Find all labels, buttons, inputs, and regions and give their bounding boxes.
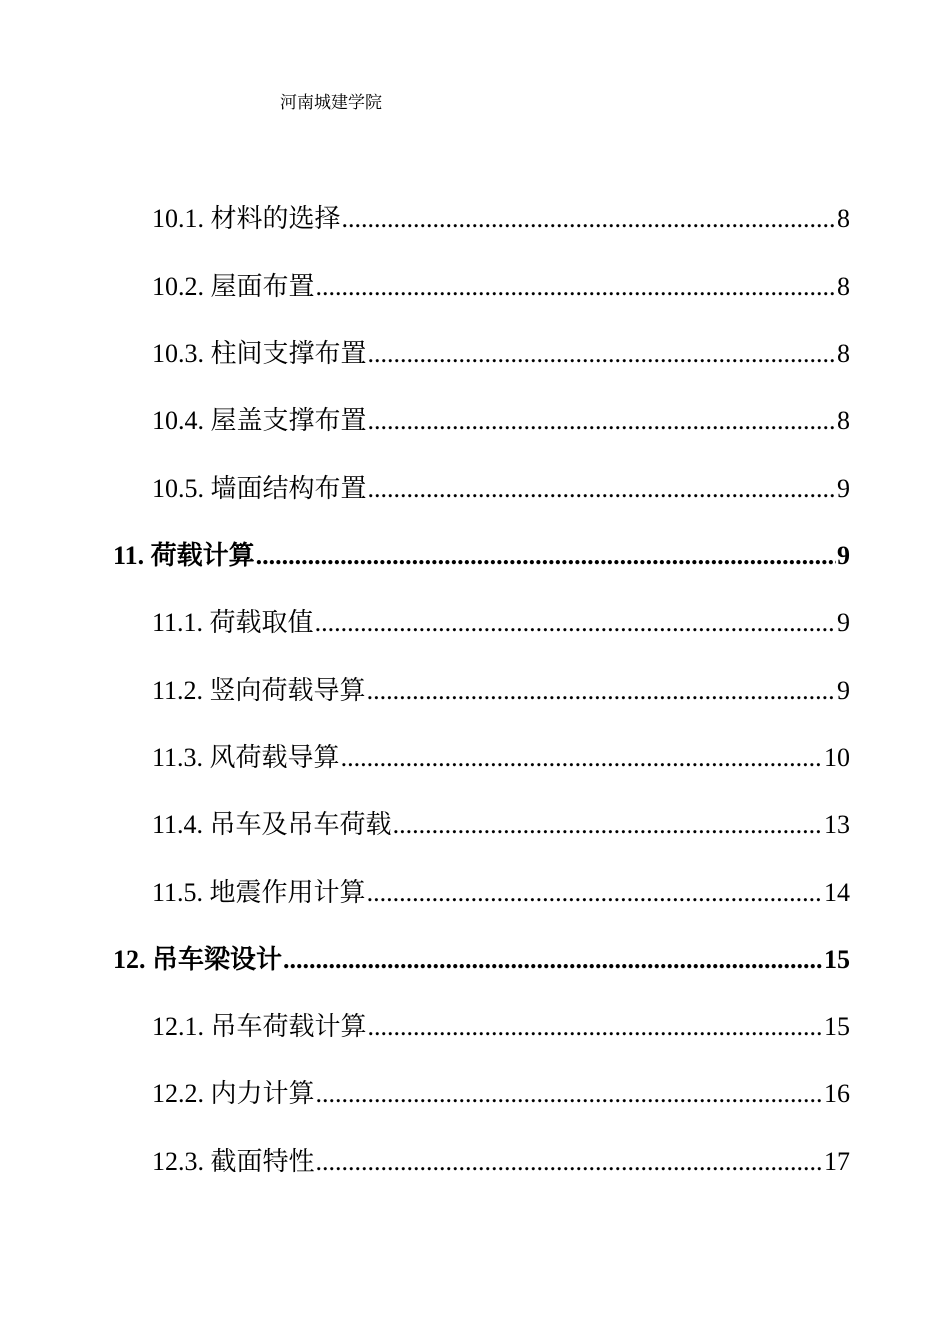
toc-entry-title: 吊车梁设计	[152, 945, 283, 974]
toc-entry-number: 12.3.	[152, 1147, 204, 1176]
toc-dot-leader	[368, 337, 836, 371]
toc-entry-page: 9	[837, 608, 850, 637]
toc-entry-title: 内力计算	[210, 1079, 315, 1108]
toc-entry-10-4[interactable]	[152, 404, 850, 438]
toc-entry-number: 12.1.	[152, 1012, 204, 1041]
toc-entry-page: 8	[837, 406, 850, 435]
toc-entry-title: 材料的选择	[210, 204, 341, 233]
toc-entry-10-5[interactable]	[152, 472, 850, 506]
toc-entry-number: 11.	[113, 541, 145, 570]
toc-dot-leader	[367, 876, 823, 910]
toc-entry-title: 竖向荷载导算	[209, 676, 366, 705]
toc-entry-12-3[interactable]	[152, 1145, 850, 1179]
toc-entry-11[interactable]	[113, 539, 850, 573]
toc-entry-10-1[interactable]	[152, 202, 850, 236]
toc-entry-number: 12.2.	[152, 1079, 204, 1108]
toc-entry-11-4[interactable]	[152, 808, 850, 842]
toc-entry-page: 8	[837, 339, 850, 368]
toc-entry-number: 10.5.	[152, 474, 204, 503]
toc-entry-title: 吊车及吊车荷载	[209, 810, 392, 839]
toc-entry-page: 17	[824, 1147, 850, 1176]
toc-dot-leader	[367, 674, 836, 708]
toc-entry-title: 屋面布置	[210, 272, 315, 301]
toc-dot-leader	[316, 1145, 823, 1179]
toc-entry-12-2[interactable]	[152, 1077, 850, 1111]
toc-entry-title: 地震作用计算	[209, 878, 366, 907]
toc-entry-page: 13	[824, 810, 850, 839]
toc-entry-number: 11.3.	[152, 743, 204, 772]
page-header: 河南城建学院	[280, 93, 382, 112]
toc-entry-title: 屋盖支撑布置	[210, 406, 367, 435]
toc-entry-page: 8	[837, 272, 850, 301]
toc-dot-leader	[368, 472, 836, 506]
toc-entry-11-3[interactable]	[152, 741, 850, 775]
toc-entry-page: 15	[824, 945, 850, 974]
toc-entry-page: 9	[837, 676, 850, 705]
toc-entry-number: 10.2.	[152, 272, 204, 301]
toc-entry-page: 14	[824, 878, 850, 907]
toc-dot-leader	[316, 1077, 823, 1111]
toc-entry-12[interactable]	[113, 943, 850, 977]
toc-entry-title: 荷载计算	[150, 541, 255, 570]
toc-entry-number: 11.4.	[152, 810, 204, 839]
toc-entry-11-2[interactable]	[152, 674, 850, 708]
toc-entry-page: 9	[837, 541, 850, 570]
toc-entry-10-2[interactable]	[152, 270, 850, 304]
toc-entry-number: 12.	[113, 945, 146, 974]
toc-dot-leader	[368, 404, 836, 438]
toc-dot-leader	[393, 808, 823, 842]
toc-entry-title: 截面特性	[210, 1147, 315, 1176]
toc-entry-10-3[interactable]	[152, 337, 850, 371]
toc-entry-11-5[interactable]	[152, 876, 850, 910]
toc-dot-leader	[341, 741, 823, 775]
toc-entry-title: 风荷载导算	[209, 743, 340, 772]
toc-entry-number: 11.5.	[152, 878, 204, 907]
toc-entry-title: 吊车荷载计算	[210, 1012, 367, 1041]
toc-entry-number: 10.1.	[152, 204, 204, 233]
toc-dot-leader	[368, 1010, 823, 1044]
toc-entry-title: 墙面结构布置	[210, 474, 367, 503]
toc-entry-page: 16	[824, 1079, 850, 1108]
toc-entry-11-1[interactable]	[152, 606, 850, 640]
toc-dot-leader	[342, 202, 836, 236]
toc-dot-leader	[283, 943, 823, 977]
toc-entry-page: 8	[837, 204, 850, 233]
toc-entry-12-1[interactable]	[152, 1010, 850, 1044]
toc-dot-leader	[315, 606, 836, 640]
toc-entry-number: 11.1.	[152, 608, 204, 637]
toc-entry-number: 10.3.	[152, 339, 204, 368]
toc-entry-page: 9	[837, 474, 850, 503]
toc-entry-page: 10	[824, 743, 850, 772]
toc-entry-page: 15	[824, 1012, 850, 1041]
toc-entry-number: 11.2.	[152, 676, 204, 705]
toc-entry-title: 荷载取值	[209, 608, 314, 637]
toc-entry-number: 10.4.	[152, 406, 204, 435]
toc-entry-title: 柱间支撑布置	[210, 339, 367, 368]
toc-dot-leader	[316, 270, 836, 304]
toc-dot-leader	[256, 539, 836, 573]
